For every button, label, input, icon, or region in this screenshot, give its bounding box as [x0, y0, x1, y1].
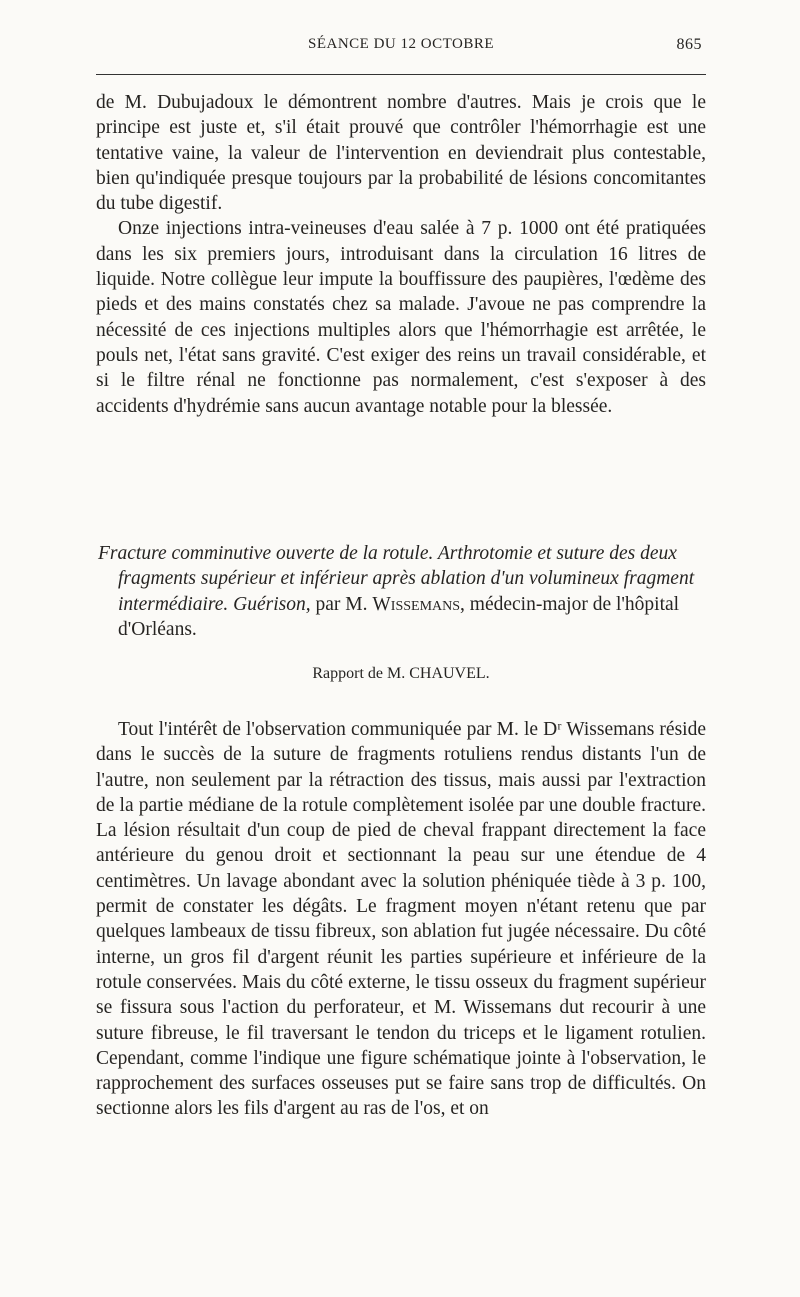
- paragraph: Tout l'intérêt de l'observation communiquée par M. le Dʳ Wissemans réside dans le succès de la suture de fragments rotuliens rendus distants l'un de l'autre, non seulement par la rétraction des tissus, mais aussi par l'extraction de la partie médiane de la rotule complètement isolée par une double fracture. La lésion résultait d'un coup de pied de cheval frappant directement la face antérieure du genou droit et sectionnant la peau sur une étendue de 4 centimètres. Un lavage abondant avec la solution phéniquée tiède à 3 p. 100, permit de constater les dégâts. Le fragment moyen n'étant retenu que par quelques lambeaux de tissu fibreux, son ablation fut jugée nécessaire. Du côté interne, un gros fil d'argent réunit les parties supérieure et inférieure de la rotule conservées. Mais du côté externe, le tissu osseux du fragment supérieur se fissura sous l'action du perforateur, et M. Wissemans dut recourir à une suture fibreuse, le fil traversant le tendon du triceps et le ligament rotulien. Cependant, comme l'indique une figure schématique jointe à l'observation, le rapprochement des surfaces osseuses put se faire sans trop de difficultés. On sectionne alors les fils d'argent au ras de l'os, et on: [96, 719, 706, 1120]
- article-title: [98, 541, 708, 642]
- article-affiliation: , médecin-major de l'hôpital d'Orléans.: [118, 593, 680, 640]
- report-author: CHAUVEL: [409, 665, 486, 682]
- previous-article-conclusion: [96, 90, 706, 419]
- article-author: Wissemans: [372, 593, 461, 615]
- running-head: [96, 36, 706, 60]
- report-body: [96, 717, 706, 1122]
- paragraph: Onze injections intra-veineuses d'eau salée à 7 p. 1000 ont été pratiquées dans les six premiers jours, introduisant dans la circulation 16 litres de liquide. Notre collègue leur impute la bouffissure des paupières, l'œdème des pieds et des mains constatés chez sa malade. J'avoue ne pas comprendre la nécessité de ces injections multiples alors que l'hémorrhagie est arrêtée, le pouls net, l'état sans gravité. C'est exiger des reins un travail considérable, et si le filtre rénal ne fonctionne pas normalement, c'est s'exposer à des accidents d'hydrémie sans aucun avantage notable pour la blessée.: [96, 218, 706, 417]
- header-rule: [96, 74, 706, 75]
- running-title: SÉANCE DU 12 OCTOBRE: [308, 36, 494, 52]
- paragraph: de M. Dubujadoux le démontrent nombre d'autres. Mais je crois que le principe est juste et, s'il était prouvé que contrôler l'hémorrhagie est une tentative vaine, la valeur de l'intervention en deviendrait plus contestable, bien qu'indiquée presque toujours par la probabilité de lésions concomitantes du tube digestif.: [96, 92, 706, 215]
- article-title-italic: Fracture comminutive ouverte de la rotule. Arthrotomie et suture des deux fragments supérieur et inférieur après ablation d'un volumineux fragment intermédiaire. Guérison,: [98, 543, 695, 615]
- article-by: par M.: [310, 593, 373, 615]
- report-heading: [96, 665, 706, 683]
- report-suffix: .: [485, 665, 490, 682]
- report-prefix: Rapport de M.: [312, 665, 410, 682]
- page-number: 865: [676, 36, 702, 53]
